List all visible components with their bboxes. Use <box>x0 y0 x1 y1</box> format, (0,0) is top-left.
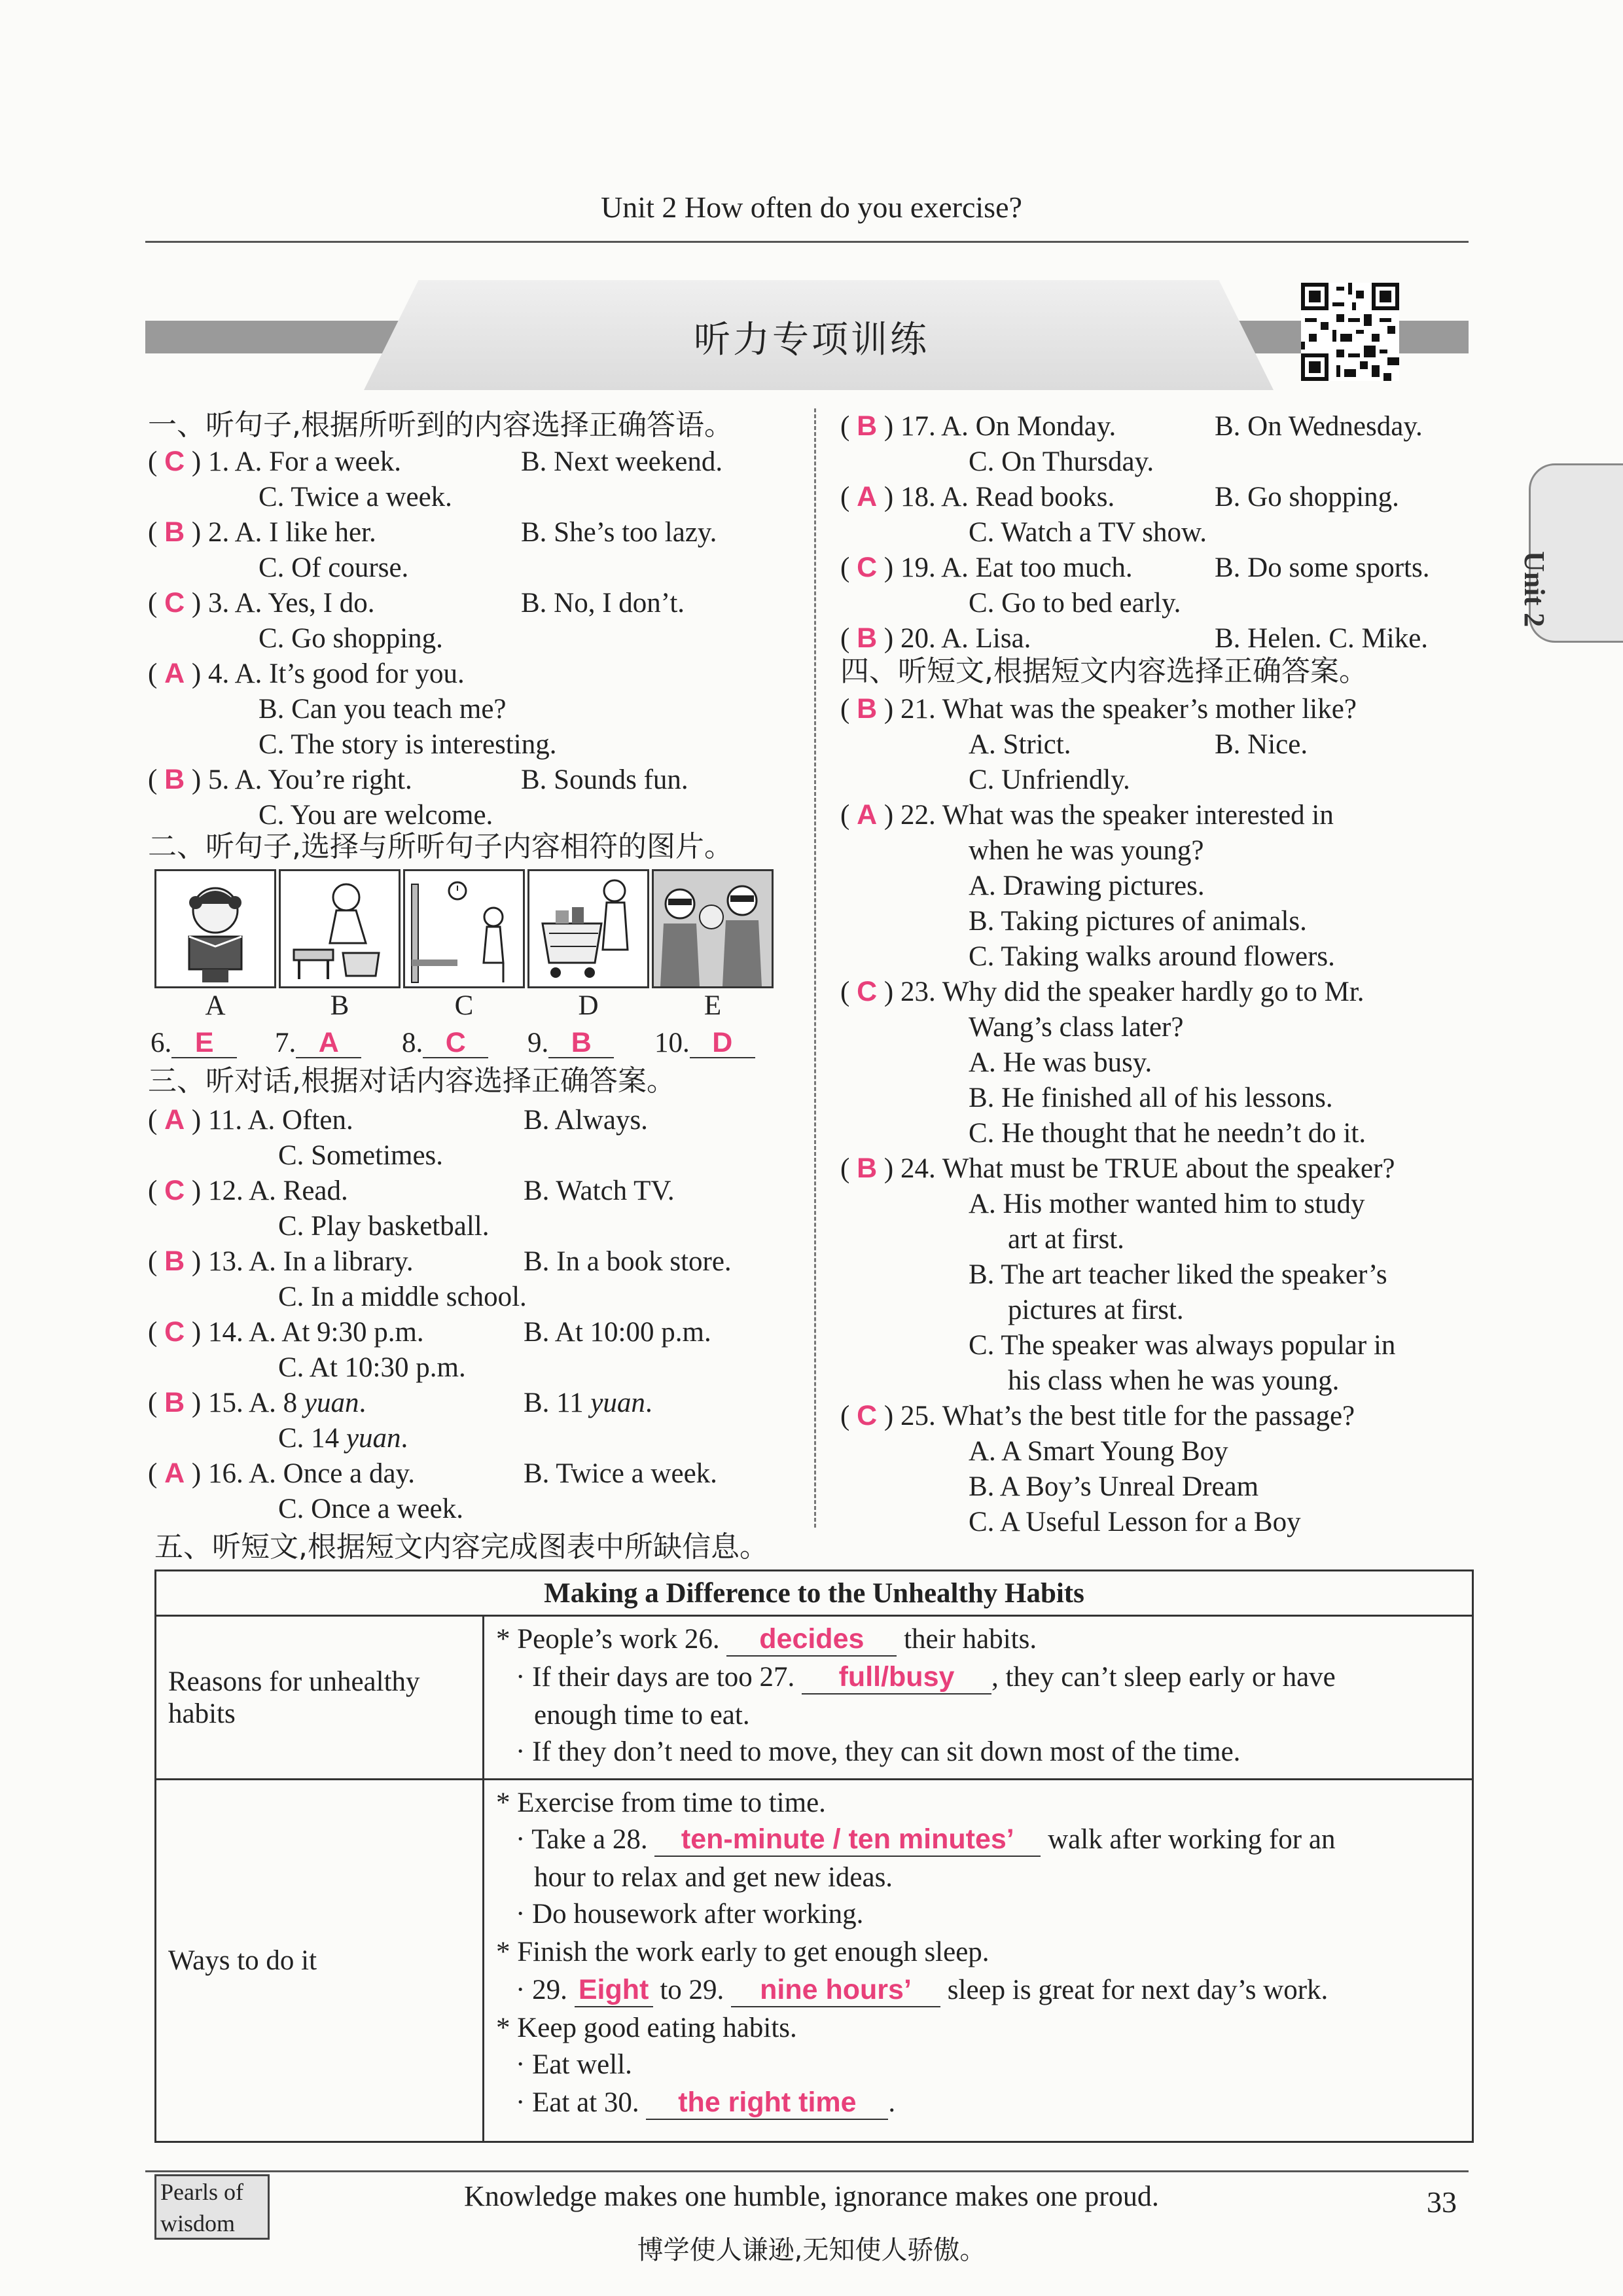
question-4: ( A ) 4. A. It’s good for you. <box>148 658 465 689</box>
q14-option-b: B. At 10:00 p.m. <box>524 1317 711 1348</box>
q5-option-b: B. Sounds fun. <box>521 764 688 795</box>
q15-option-b: B. 11 yuan. <box>524 1388 652 1418</box>
section-5-heading: 五、听短文,根据短文内容完成图表中所缺信息。 <box>154 1530 768 1564</box>
picture-answer-9: 9. B <box>527 1029 614 1058</box>
answer-13: B <box>164 1246 185 1277</box>
q3-option-c: C. Go shopping. <box>259 623 443 654</box>
answer-17: B <box>857 410 878 442</box>
q23-option-a: A. He was busy. <box>969 1047 1152 1078</box>
section-2-heading: 二、听句子,选择与所听句子内容相符的图片。 <box>148 830 733 863</box>
page-number: 33 <box>1427 2185 1457 2219</box>
answer-5: B <box>164 764 185 795</box>
reason-line-26: * People’s work 26. decides their habits. <box>496 1623 1037 1657</box>
q4-option-c: C. The story is interesting. <box>259 729 557 760</box>
question-16: ( A ) 16. A. Once a day. <box>148 1458 416 1489</box>
question-5: ( B ) 5. A. You’re right. <box>148 764 412 795</box>
q17-option-b: B. On Wednesday. <box>1215 411 1423 442</box>
reason-line-4: · If they don’t need to move, they can sit down most of the time. <box>516 1736 1241 1767</box>
section-1-heading: 一、听句子,根据所听到的内容选择正确答语。 <box>148 408 733 442</box>
answer-19: C <box>857 552 878 583</box>
q14-option-c: C. At 10:30 p.m. <box>278 1352 466 1383</box>
blank-27: full/busy <box>802 1661 991 1695</box>
table-row-label-ways: Ways to do it <box>156 1780 484 2142</box>
blank-29b: nine hours’ <box>731 1974 940 2007</box>
way-line-3: hour to relax and get new ideas. <box>534 1862 893 1893</box>
section-3-heading: 三、听对话,根据对话内容选择正确答案。 <box>148 1064 675 1098</box>
table-title: Making a Difference to the Unhealthy Habits <box>156 1571 1473 1616</box>
q2-option-b: B. She’s too lazy. <box>521 517 717 548</box>
q24-option-b: B. The art teacher liked the speaker’s <box>969 1259 1387 1290</box>
q23-option-c: C. He thought that he needn’t do it. <box>969 1118 1366 1149</box>
table-cell-reasons <box>484 1616 1473 1780</box>
q25-option-c: C. A Useful Lesson for a Boy <box>969 1507 1301 1537</box>
picture-d-shopping-cart <box>527 869 649 988</box>
q24-option-c: C. The speaker was always popular in <box>969 1330 1396 1361</box>
question-17: ( B ) 17. A. On Monday. <box>840 410 1116 442</box>
answer-3: C <box>164 587 185 619</box>
q1-option-b: B. Next weekend. <box>521 446 723 477</box>
blank-30: the right time <box>646 2087 888 2120</box>
picture-e-cinema-audience <box>652 869 774 988</box>
question-18: ( A ) 18. A. Read books. <box>840 481 1115 512</box>
q12-option-b: B. Watch TV. <box>524 1175 675 1206</box>
question-1: ( C ) 1. A. For a week. <box>148 446 401 477</box>
q12-option-c: C. Play basketball. <box>278 1211 490 1242</box>
q22-option-c: C. Taking walks around flowers. <box>969 941 1335 972</box>
picture-label-d: D <box>578 990 599 1021</box>
way-line-30: · Eat at 30. the right time . <box>516 2087 895 2120</box>
pearls-of-wisdom-badge: Pearls of wisdom <box>154 2174 270 2240</box>
question-19: ( C ) 19. A. Eat too much. <box>840 552 1133 583</box>
q13-option-b: B. In a book store. <box>524 1246 732 1277</box>
answer-25: C <box>857 1400 878 1431</box>
motto-chinese: 博学使人谦逊,无知使人骄傲。 <box>637 2235 986 2265</box>
question-13: ( B ) 13. A. In a library. <box>148 1246 414 1277</box>
way-line-29: · 29. Eight to 29. nine hours’ sleep is great for next day’s work. <box>516 1974 1328 2007</box>
picture-answer-6: 6. E <box>151 1029 237 1058</box>
picture-label-c: C <box>454 990 474 1021</box>
answer-23: C <box>857 976 878 1007</box>
q25-option-b: B. A Boy’s Unreal Dream <box>969 1471 1259 1502</box>
section-4-heading: 四、听短文,根据短文内容选择正确答案。 <box>840 655 1368 688</box>
q21-option-a: A. Strict. <box>969 729 1071 760</box>
answer-21: B <box>857 693 878 725</box>
picture-label-b: B <box>330 990 349 1021</box>
answer-2: B <box>164 516 185 548</box>
way-line-8: · Eat well. <box>516 2049 632 2080</box>
blank-26: decides <box>726 1623 897 1657</box>
column-divider <box>814 408 816 1528</box>
way-line-5: * Finish the work early to get enough sleep. <box>496 1937 990 1967</box>
q24-option-a: A. His mother wanted him to study <box>969 1189 1365 1219</box>
q22-option-a: A. Drawing pictures. <box>969 870 1205 901</box>
question-14: ( C ) 14. A. At 9:30 p.m. <box>148 1316 424 1348</box>
unit-side-tab-label: Unit 2 <box>1518 551 1550 628</box>
question-22: ( A ) 22. What was the speaker interested in <box>840 799 1334 831</box>
q21-option-b: B. Nice. <box>1215 729 1308 760</box>
question-15: ( B ) 15. A. 8 yuan. <box>148 1387 366 1418</box>
running-header: Unit 2 How often do you exercise? <box>601 190 1022 224</box>
q16-option-c: C. Once a week. <box>278 1494 463 1524</box>
qr-code-icon[interactable] <box>1301 283 1399 381</box>
answer-22: A <box>857 799 878 831</box>
q17-option-c: C. On Thursday. <box>969 446 1154 477</box>
answer-15: B <box>164 1387 185 1418</box>
way-line-1: * Exercise from time to time. <box>496 1787 826 1818</box>
q18-option-c: C. Watch a TV show. <box>969 517 1207 548</box>
question-2: ( B ) 2. A. I like her. <box>148 516 376 548</box>
blank-28: ten-minute / ten minutes’ <box>654 1823 1041 1857</box>
reason-line-27: · If their days are too 27. full/busy , they can’t sleep early or have <box>516 1661 1336 1695</box>
q4-option-b: B. Can you teach me? <box>259 694 507 725</box>
question-25: ( C ) 25. What’s the best title for the passage? <box>840 1400 1355 1431</box>
answer-24: B <box>857 1153 878 1184</box>
picture-answer-8: 8. C <box>402 1029 488 1058</box>
way-line-28: · Take a 28. ten-minute / ten minutes’ walk after working for an <box>516 1823 1335 1857</box>
header-rule <box>145 241 1469 243</box>
section-banner-title: 听力专项训练 <box>694 319 929 361</box>
q15-option-c: C. 14 yuan. <box>278 1423 408 1454</box>
answer-16: A <box>164 1458 185 1489</box>
question-3: ( C ) 3. A. Yes, I do. <box>148 587 375 619</box>
blank-29a: Eight <box>575 1974 653 2007</box>
q24-option-a-cont: art at first. <box>1008 1224 1124 1255</box>
picture-a-girl-reading <box>154 869 276 988</box>
q1-option-c: C. Twice a week. <box>259 482 452 512</box>
q5-option-c: C. You are welcome. <box>259 800 493 831</box>
question-20: ( B ) 20. A. Lisa. <box>840 622 1031 654</box>
q23-stem-cont: Wang’s class later? <box>969 1012 1184 1043</box>
answer-11: A <box>164 1104 185 1136</box>
answer-20: B <box>857 622 878 654</box>
question-23: ( C ) 23. Why did the speaker hardly go to Mr. <box>840 976 1364 1007</box>
table-cell-ways <box>484 1780 1473 2142</box>
footer-rule <box>145 2170 1469 2172</box>
question-21: ( B ) 21. What was the speaker’s mother like? <box>840 693 1357 725</box>
q2-option-c: C. Of course. <box>259 552 409 583</box>
q22-option-b: B. Taking pictures of animals. <box>969 906 1307 937</box>
q11-option-c: C. Sometimes. <box>278 1140 444 1171</box>
q16-option-b: B. Twice a week. <box>524 1458 717 1489</box>
way-line-4: · Do housework after working. <box>516 1899 864 1929</box>
answer-12: C <box>164 1175 185 1206</box>
q24-option-b-cont: pictures at first. <box>1008 1295 1184 1325</box>
answer-14: C <box>164 1316 185 1348</box>
picture-label-e: E <box>704 990 722 1021</box>
q22-stem-cont: when he was young? <box>969 835 1204 866</box>
picture-answer-10: 10. D <box>654 1029 755 1058</box>
q18-option-b: B. Go shopping. <box>1215 482 1399 512</box>
q25-option-a: A. A Smart Young Boy <box>969 1436 1228 1467</box>
q13-option-c: C. In a middle school. <box>278 1282 527 1312</box>
q19-option-c: C. Go to bed early. <box>969 588 1181 619</box>
q21-option-c: C. Unfriendly. <box>969 764 1130 795</box>
habits-table <box>154 1570 1474 2143</box>
picture-b-child-washing <box>279 869 401 988</box>
picture-c-man-at-desk <box>403 869 525 988</box>
answer-18: A <box>857 481 878 512</box>
q3-option-b: B. No, I don’t. <box>521 588 685 619</box>
question-24: ( B ) 24. What must be TRUE about the speaker? <box>840 1153 1395 1184</box>
q11-option-b: B. Always. <box>524 1105 648 1136</box>
table-row-label-reasons: Reasons for unhealthy habits <box>156 1616 484 1780</box>
question-12: ( C ) 12. A. Read. <box>148 1175 348 1206</box>
way-line-7: * Keep good eating habits. <box>496 2013 797 2043</box>
q23-option-b: B. He finished all of his lessons. <box>969 1083 1333 1113</box>
question-11: ( A ) 11. A. Often. <box>148 1104 353 1136</box>
answer-1: C <box>164 446 185 477</box>
reason-line-3: enough time to eat. <box>534 1700 750 1731</box>
q19-option-b: B. Do some sports. <box>1215 552 1430 583</box>
q20-option-b-c: B. Helen. C. Mike. <box>1215 623 1429 654</box>
answer-4: A <box>164 658 185 689</box>
picture-answer-7: 7. A <box>275 1029 361 1058</box>
picture-label-a: A <box>205 990 226 1021</box>
q24-option-c-cont: his class when he was young. <box>1008 1365 1340 1396</box>
motto-english: Knowledge makes one humble, ignorance makes one proud. <box>464 2180 1159 2212</box>
